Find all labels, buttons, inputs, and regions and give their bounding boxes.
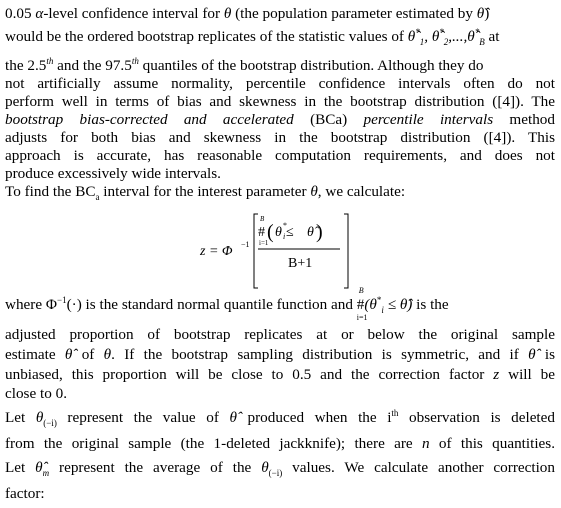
subscript: (−i) (43, 418, 57, 429)
text-span: 0.05 (5, 5, 36, 22)
text-span: would be the ordered bootstrap replicates of the statistic values of (5, 28, 408, 45)
z-symbol: z (493, 366, 500, 383)
text-line (5, 435, 555, 452)
subscript: a (95, 192, 100, 203)
text-span: observation is deleted (398, 409, 555, 426)
sum-upper: B (358, 286, 364, 295)
text-line (5, 5, 555, 22)
text-span: where Φ (5, 296, 57, 313)
theta-hat-symbol: θ̂ (476, 5, 485, 22)
le-symbol: ≤ (286, 225, 294, 240)
theta-symbol: θ (103, 346, 112, 363)
alpha-symbol: α (35, 5, 44, 22)
text-line (5, 26, 555, 48)
text-line (5, 459, 555, 479)
text-span: produced when the i (236, 409, 392, 426)
text-line (5, 346, 555, 363)
sum-lower: i=1 (356, 313, 368, 322)
text-span: method (493, 111, 555, 128)
sum-lower: i=1 (259, 239, 269, 247)
superscript: th (131, 55, 139, 66)
text-line: produce excessively wide intervals. (5, 165, 221, 182)
text-line (5, 111, 555, 128)
text-span: is the (412, 296, 449, 313)
superscript: * (415, 26, 420, 37)
text-line: adjusts for both bias and skewness in the bootstrap distribution ([4]). This (5, 129, 555, 146)
theta-hat-symbol: θ̂ (407, 28, 416, 45)
text-line (5, 407, 555, 429)
subscript: 1 (419, 37, 425, 48)
formula-graphic (200, 212, 350, 290)
theta-hat-symbol: θ̂ (64, 346, 73, 363)
subscript: B (479, 37, 485, 48)
text-span: interval for the interest parameter (99, 183, 311, 200)
superscript: th (46, 55, 54, 66)
text-span: of (72, 346, 104, 363)
open-paren: ( (267, 221, 274, 243)
text-span: will be (499, 366, 555, 383)
text-span: of this quantities. (429, 435, 555, 452)
hash-symbol: # (258, 225, 265, 240)
theta-symbol: θ (275, 225, 282, 240)
text-span: represent the average of the (49, 459, 262, 476)
text-line: close to 0. (5, 385, 68, 402)
hash-symbol: # (356, 296, 365, 313)
star-superscript: * (283, 221, 287, 230)
text-span: (·) is the standard normal quantile function and (66, 296, 357, 313)
text-span: (θ (364, 296, 377, 313)
text-line: adjusted proportion of bootstrap replicates at or below the original sample (5, 326, 555, 343)
text-line (5, 286, 555, 322)
text-span: (BCa) (293, 111, 364, 128)
text-span: quantiles of the bootstrap distribution. Although they do (138, 57, 484, 74)
text-line (5, 366, 555, 383)
text-span: is (535, 346, 556, 363)
text-line (5, 183, 555, 203)
superscript: * (376, 294, 382, 305)
bias-correction-formula (200, 212, 350, 290)
text-span: estimate (5, 346, 65, 363)
text-span: the 2.5 (5, 57, 47, 74)
text-span: . If the bootstrap sampling distribution is symmetric, and if (111, 346, 529, 363)
i-subscript: i (283, 232, 286, 241)
theta-symbol: θ (261, 459, 269, 476)
text-span: Let (5, 459, 36, 476)
denominator: B+1 (288, 256, 313, 271)
formula-lhs: z = Φ (200, 244, 233, 259)
sum-upper: B (260, 215, 265, 223)
theta-hat-symbol: θ̂ (528, 346, 536, 363)
text-span: Let (5, 409, 36, 426)
superscript: th (391, 407, 399, 418)
theta-symbol: θ (35, 409, 44, 426)
text-span: and the 97.5 (53, 57, 132, 74)
theta-symbol: θ (223, 5, 232, 22)
close-paren: ) (316, 221, 323, 243)
subscript: 2 (443, 37, 449, 48)
text-span: unbiased, this proportion will be close to 0.5 and the correction factor (5, 366, 494, 383)
superscript: −1 (57, 294, 67, 305)
theta-hat-symbol: θ̂ (35, 459, 43, 476)
text-span: (the population parameter estimated by (231, 5, 477, 22)
text-span: represent the value of (56, 409, 230, 426)
text-span: , we calculate: (317, 183, 406, 200)
subscript: i (381, 305, 384, 316)
n-symbol: n (422, 435, 430, 452)
theta-hat-symbol: , θ̂ (424, 28, 440, 45)
formula-exponent: −1 (241, 240, 250, 249)
text-span: percentile intervals (363, 111, 494, 128)
text-span: values. We calculate another correction (282, 459, 555, 476)
superscript: * (439, 26, 444, 37)
subscript: (−i) (268, 468, 283, 479)
text-span: bootstrap bias-corrected and accelerated (5, 111, 294, 128)
subscript: m (42, 468, 50, 479)
text-span: at (484, 28, 500, 45)
text-span: ≤ θ̂) (383, 296, 413, 313)
text-line: perform well in terms of bias and skewness in the bootstrap distribution ([4]). The (5, 93, 555, 110)
text-line (5, 57, 555, 74)
text-span: To find the BC (5, 183, 96, 200)
theta-symbol: θ (310, 183, 318, 200)
theta-hat-symbol: ,...,θ̂ (448, 28, 475, 45)
text-span: from the original sample (the 1-deleted jackknife); there are (5, 435, 422, 452)
theta-hat-symbol: θ̂ (307, 225, 314, 240)
text-line: not artificially assume normality, percentile confidence intervals often do not (5, 75, 555, 92)
superscript: * (474, 26, 480, 37)
text-line: approach is accurate, has reasonable computation requirements, and does not (5, 147, 555, 164)
text-line: factor: (5, 485, 45, 502)
count-expression (356, 286, 368, 322)
theta-hat-symbol: θ̂ (229, 409, 237, 426)
text-span: -level confidence interval for (43, 5, 224, 22)
text-span: ) (484, 5, 490, 22)
right-bracket (344, 214, 348, 288)
